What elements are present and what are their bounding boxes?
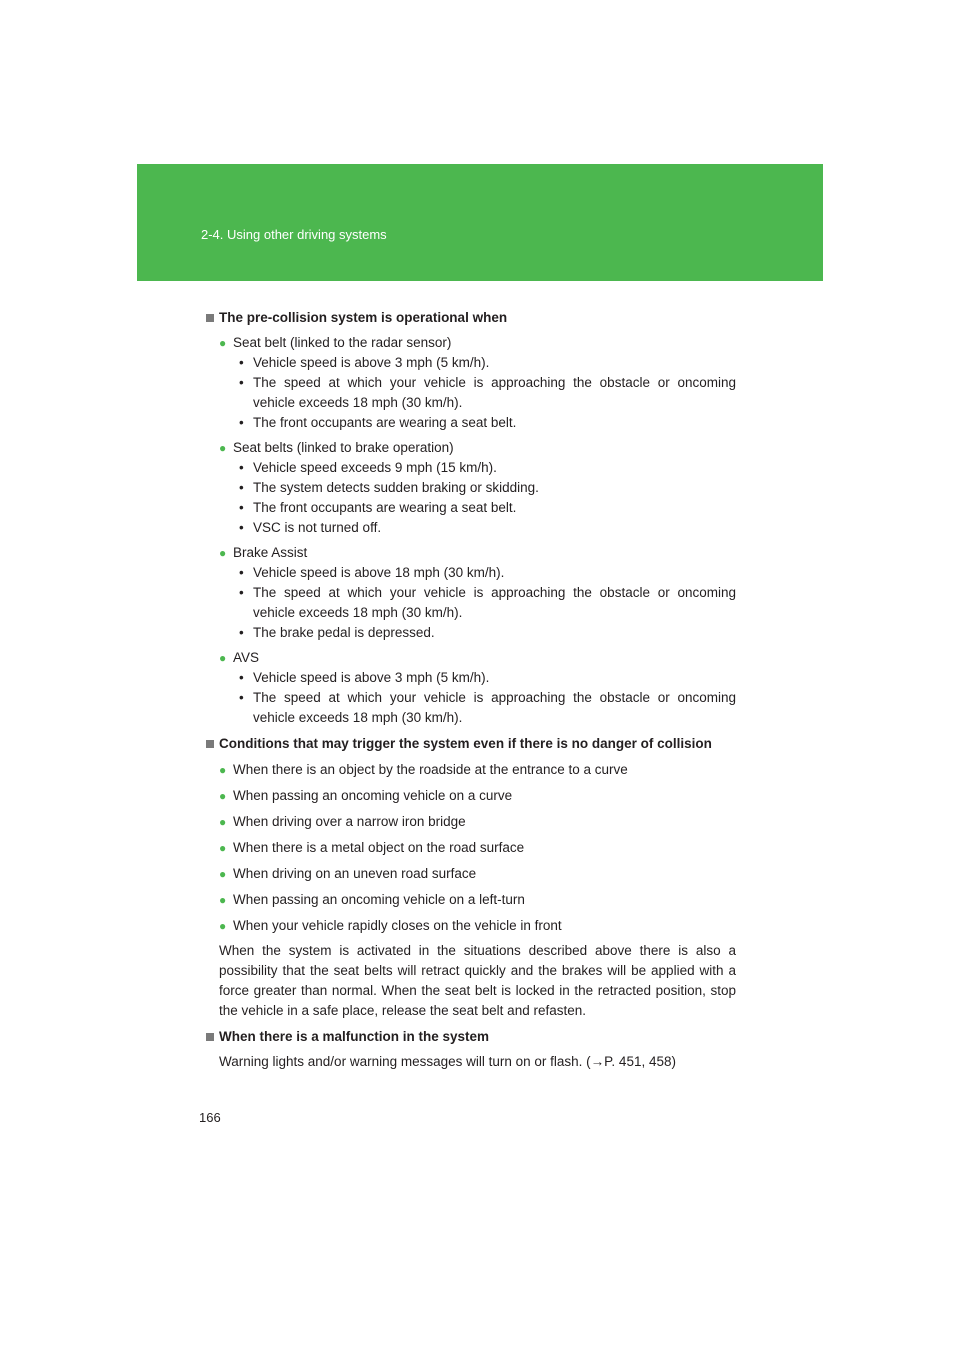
body-paragraph: When the system is activated in the situations described above there is also a possibility that the seat belts will retract quickly and the brakes will be applied with a force greater than normal. When the seat belt is locked in the retracted position, stop the vehicle in a safe place, release the seat belt and refasten.: [219, 943, 736, 1018]
sub-item: • The brake pedal is depressed.: [239, 625, 435, 640]
circle-bullet-icon: ●: [219, 651, 227, 665]
circle-bullet-icon: ●: [219, 867, 227, 881]
sub-item: • The speed at which your vehicle is approaching the obstacle or oncoming vehicle exceeds 18 mph (30 km/h).: [239, 690, 736, 725]
section-title: 2-4. Using other driving systems: [201, 227, 387, 242]
circle-bullet-icon: ●: [219, 546, 227, 560]
square-bullet-icon: [206, 1027, 219, 1047]
list-item: ● Seat belts (linked to brake operation): [206, 438, 736, 458]
sub-item: • The system detects sudden braking or skidding.: [239, 480, 539, 495]
list-item: ● When your vehicle rapidly closes on the vehicle in front: [206, 916, 736, 936]
sub-item: • The front occupants are wearing a seat belt.: [239, 500, 517, 515]
circle-bullet-icon: ●: [219, 893, 227, 907]
section-heading: Conditions that may trigger the system even if there is no danger of collision: [206, 734, 736, 754]
sub-item: • The speed at which your vehicle is approaching the obstacle or oncoming vehicle exceeds 18 mph (30 km/h).: [239, 585, 736, 620]
sub-item: • Vehicle speed is above 3 mph (5 km/h).: [239, 670, 490, 685]
list-item: ● When driving on an uneven road surface: [206, 864, 736, 884]
sub-item: • Vehicle speed exceeds 9 mph (15 km/h).: [239, 460, 497, 475]
circle-bullet-icon: ●: [219, 815, 227, 829]
circle-bullet-icon: ●: [219, 441, 227, 455]
list-item: ● Seat belt (linked to the radar sensor): [206, 333, 736, 353]
circle-bullet-icon: ●: [219, 336, 227, 350]
section-heading: When there is a malfunction in the system: [206, 1027, 736, 1047]
body-paragraph: Warning lights and/or warning messages will turn on or flash. (→P. 451, 458): [219, 1054, 676, 1069]
list-item: ● Brake Assist: [206, 543, 736, 563]
circle-bullet-icon: ●: [219, 789, 227, 803]
sub-item: • Vehicle speed is above 3 mph (5 km/h).: [239, 355, 490, 370]
circle-bullet-icon: ●: [219, 841, 227, 855]
sub-item: • The front occupants are wearing a seat belt.: [239, 415, 517, 430]
list-item: ● When there is an object by the roadside at the entrance to a curve: [206, 760, 736, 780]
section-header-band: [137, 164, 823, 281]
list-item: ● When passing an oncoming vehicle on a curve: [206, 786, 736, 806]
page-number: 166: [199, 1110, 221, 1125]
list-item: ● When driving over a narrow iron bridge: [206, 812, 736, 832]
square-bullet-icon: [206, 734, 219, 754]
sub-item: • VSC is not turned off.: [239, 520, 382, 535]
circle-bullet-icon: ●: [219, 763, 227, 777]
sub-item: • The speed at which your vehicle is approaching the obstacle or oncoming vehicle exceeds 18 mph (30 km/h).: [239, 375, 736, 410]
page-content: [206, 308, 736, 1072]
list-item: ● AVS: [206, 648, 736, 668]
section-heading: The pre-collision system is operational when: [206, 308, 736, 328]
list-item: ● When passing an oncoming vehicle on a left-turn: [206, 890, 736, 910]
sub-item: • Vehicle speed is above 18 mph (30 km/h).: [239, 565, 505, 580]
list-item: ● When there is a metal object on the road surface: [206, 838, 736, 858]
square-bullet-icon: [206, 308, 219, 328]
circle-bullet-icon: ●: [219, 919, 227, 933]
